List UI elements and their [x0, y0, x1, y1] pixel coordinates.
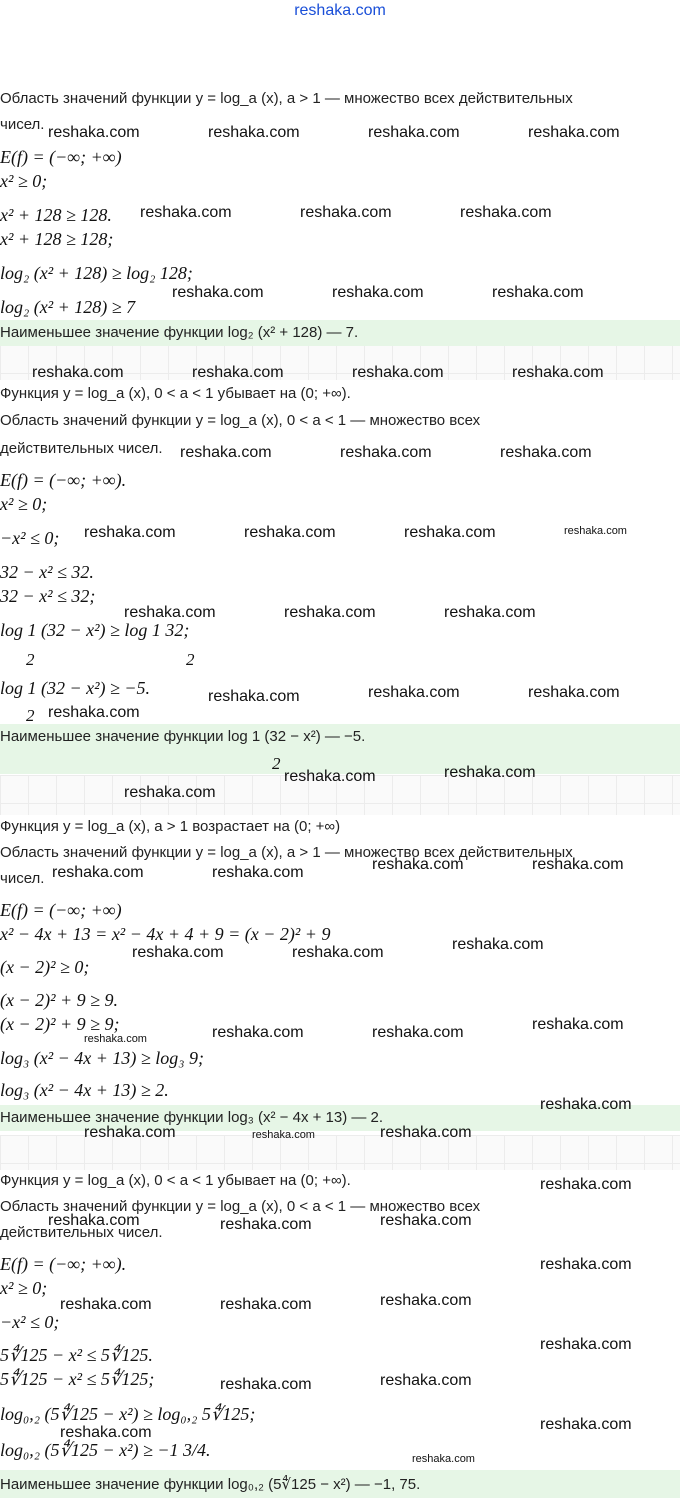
watermark: reshaka.com [460, 204, 552, 221]
math-line: log₀,₂ (5∜125 − x²) ≥ −1 3/4. [0, 1440, 211, 1460]
watermark: reshaka.com [220, 1376, 312, 1393]
watermark: reshaka.com [512, 364, 604, 381]
math-line: log₃ (x² − 4x + 13) ≥ 2. [0, 1080, 169, 1100]
watermark: reshaka.com [124, 604, 216, 621]
watermark: reshaka.com [372, 1024, 464, 1041]
watermark: reshaka.com [368, 684, 460, 701]
math-line: x² ≥ 0; [0, 494, 48, 514]
watermark: reshaka.com [540, 1096, 632, 1113]
watermark: reshaka.com [48, 704, 140, 721]
math-line: x² − 4x + 13 = x² − 4x + 4 + 9 = (x − 2)² + 9 [0, 924, 331, 944]
text-line: чисел. [0, 116, 45, 133]
watermark: reshaka.com [84, 1124, 176, 1141]
watermark: reshaka.com [352, 364, 444, 381]
math-line: x² ≥ 0; [0, 171, 48, 191]
watermark: reshaka.com [372, 856, 464, 873]
watermark: reshaka.com [60, 1424, 152, 1441]
watermark: reshaka.com [452, 936, 544, 953]
math-line: x² + 128 ≥ 128; [0, 229, 114, 249]
text-line: Функция y = log_a (x), 0 < a < 1 убывает на (0; +∞). [0, 1172, 351, 1189]
fraction-denominator: 2 [26, 650, 35, 669]
math-line: log₃ (x² − 4x + 13) ≥ log₃ 9; [0, 1048, 205, 1068]
watermark: reshaka.com [244, 524, 336, 541]
text-line: Область значений функции y = log_a (x), a > 1 — множество всех действительных [0, 90, 573, 107]
watermark: reshaka.com [180, 444, 272, 461]
watermark: reshaka.com [380, 1212, 472, 1229]
watermark: reshaka.com [212, 864, 304, 881]
answer-line: Наименьшее значение функции log₃ (x² − 4x + 13) — 2. [0, 1109, 384, 1126]
math-line: log 1 (32 − x²) ≥ log 1 32; [0, 620, 190, 640]
answer-line: Наименьшее значение функции log 1 (32 − x²) — −5. [0, 728, 366, 745]
site-header-link[interactable]: reshaka.com [294, 2, 386, 19]
fraction-denominator: 2 [272, 754, 281, 773]
math-line: log₀,₂ (5∜125 − x²) ≥ log₀,₂ 5∜125; [0, 1404, 256, 1424]
math-line: log₂ (x² + 128) ≥ 7 [0, 297, 136, 317]
watermark: reshaka.com [532, 1016, 624, 1033]
watermark: reshaka.com [32, 364, 124, 381]
watermark: reshaka.com [52, 864, 144, 881]
watermark: reshaka.com [380, 1292, 472, 1309]
watermark: reshaka.com [540, 1176, 632, 1193]
math-line: log 1 (32 − x²) ≥ −5. [0, 678, 151, 698]
watermark: reshaka.com [540, 1336, 632, 1353]
watermark: reshaka.com [220, 1296, 312, 1313]
math-line: 5∜125 − x² ≤ 5∜125; [0, 1369, 155, 1389]
math-line: log₂ (x² + 128) ≥ log₂ 128; [0, 263, 193, 283]
watermark: reshaka.com [404, 524, 496, 541]
math-line: 32 − x² ≤ 32; [0, 586, 96, 606]
watermark: reshaka.com [444, 604, 536, 621]
watermark: reshaka.com [540, 1416, 632, 1433]
watermark: reshaka.com [380, 1124, 472, 1141]
watermark: reshaka.com [528, 684, 620, 701]
watermark: reshaka.com [284, 604, 376, 621]
watermark: reshaka.com [332, 284, 424, 301]
text-line: Область значений функции y = log_a (x), 0 < a < 1 — множество всех [0, 1198, 481, 1215]
watermark: reshaka.com [48, 1212, 140, 1229]
math-line: E(f) = (−∞; +∞) [0, 900, 122, 920]
answer-line: Наименьшее значение функции log₂ (x² + 128) — 7. [0, 324, 359, 341]
math-line: x² + 128 ≥ 128. [0, 205, 112, 225]
watermark: reshaka.com [84, 524, 176, 541]
math-line: E(f) = (−∞; +∞) [0, 147, 122, 167]
text-line: Область значений функции y = log_a (x), 0 < a < 1 — множество всех [0, 412, 481, 429]
math-line: 32 − x² ≤ 32. [0, 562, 94, 582]
watermark: reshaka.com [84, 1033, 147, 1045]
watermark: reshaka.com [212, 1024, 304, 1041]
text-line: Функция y = log_a (x), a > 1 возрастает на (0; +∞) [0, 818, 341, 835]
watermark: reshaka.com [340, 444, 432, 461]
watermark: reshaka.com [284, 768, 376, 785]
math-line: −x² ≤ 0; [0, 1312, 60, 1332]
watermark: reshaka.com [300, 204, 392, 221]
watermark: reshaka.com [532, 856, 624, 873]
watermark: reshaka.com [540, 1256, 632, 1273]
watermark: reshaka.com [208, 688, 300, 705]
watermark: reshaka.com [492, 284, 584, 301]
math-line: (x − 2)² ≥ 0; [0, 957, 90, 977]
watermark: reshaka.com [124, 784, 216, 801]
text-line: Функция y = log_a (x), 0 < a < 1 убывает на (0; +∞). [0, 385, 351, 402]
watermark: reshaka.com [132, 944, 224, 961]
math-line: (x − 2)² + 9 ≥ 9. [0, 990, 119, 1010]
watermark: reshaka.com [368, 124, 460, 141]
answer-line: Наименьшее значение функции log₀,₂ (5∜125 − x²) — −1, 75. [0, 1476, 421, 1493]
watermark: reshaka.com [60, 1296, 152, 1313]
math-line: E(f) = (−∞; +∞). [0, 470, 127, 490]
watermark: reshaka.com [412, 1453, 475, 1465]
watermark: reshaka.com [48, 124, 140, 141]
watermark: reshaka.com [252, 1129, 315, 1141]
watermark: reshaka.com [444, 764, 536, 781]
text-line: Область значений функции y = log_a (x), a > 1 — множество всех действительных [0, 844, 573, 861]
math-line: 5∜125 − x² ≤ 5∜125. [0, 1345, 153, 1365]
text-line: чисел. [0, 870, 45, 887]
watermark: reshaka.com [528, 124, 620, 141]
math-line: E(f) = (−∞; +∞). [0, 1254, 127, 1274]
text-line: действительных чисел. [0, 440, 163, 457]
text-line: действительных чисел. [0, 1224, 163, 1241]
watermark: reshaka.com [380, 1372, 472, 1389]
math-line: x² ≥ 0; [0, 1278, 48, 1298]
math-line: −x² ≤ 0; [0, 528, 60, 548]
watermark: reshaka.com [500, 444, 592, 461]
watermark: reshaka.com [208, 124, 300, 141]
watermark: reshaka.com [140, 204, 232, 221]
watermark: reshaka.com [220, 1216, 312, 1233]
watermark: reshaka.com [292, 944, 384, 961]
watermark: reshaka.com [192, 364, 284, 381]
fraction-denominator: 2 [186, 650, 195, 669]
watermark: reshaka.com [172, 284, 264, 301]
watermark: reshaka.com [564, 525, 627, 537]
math-line: (x − 2)² + 9 ≥ 9; [0, 1014, 120, 1034]
fraction-denominator: 2 [26, 706, 35, 725]
